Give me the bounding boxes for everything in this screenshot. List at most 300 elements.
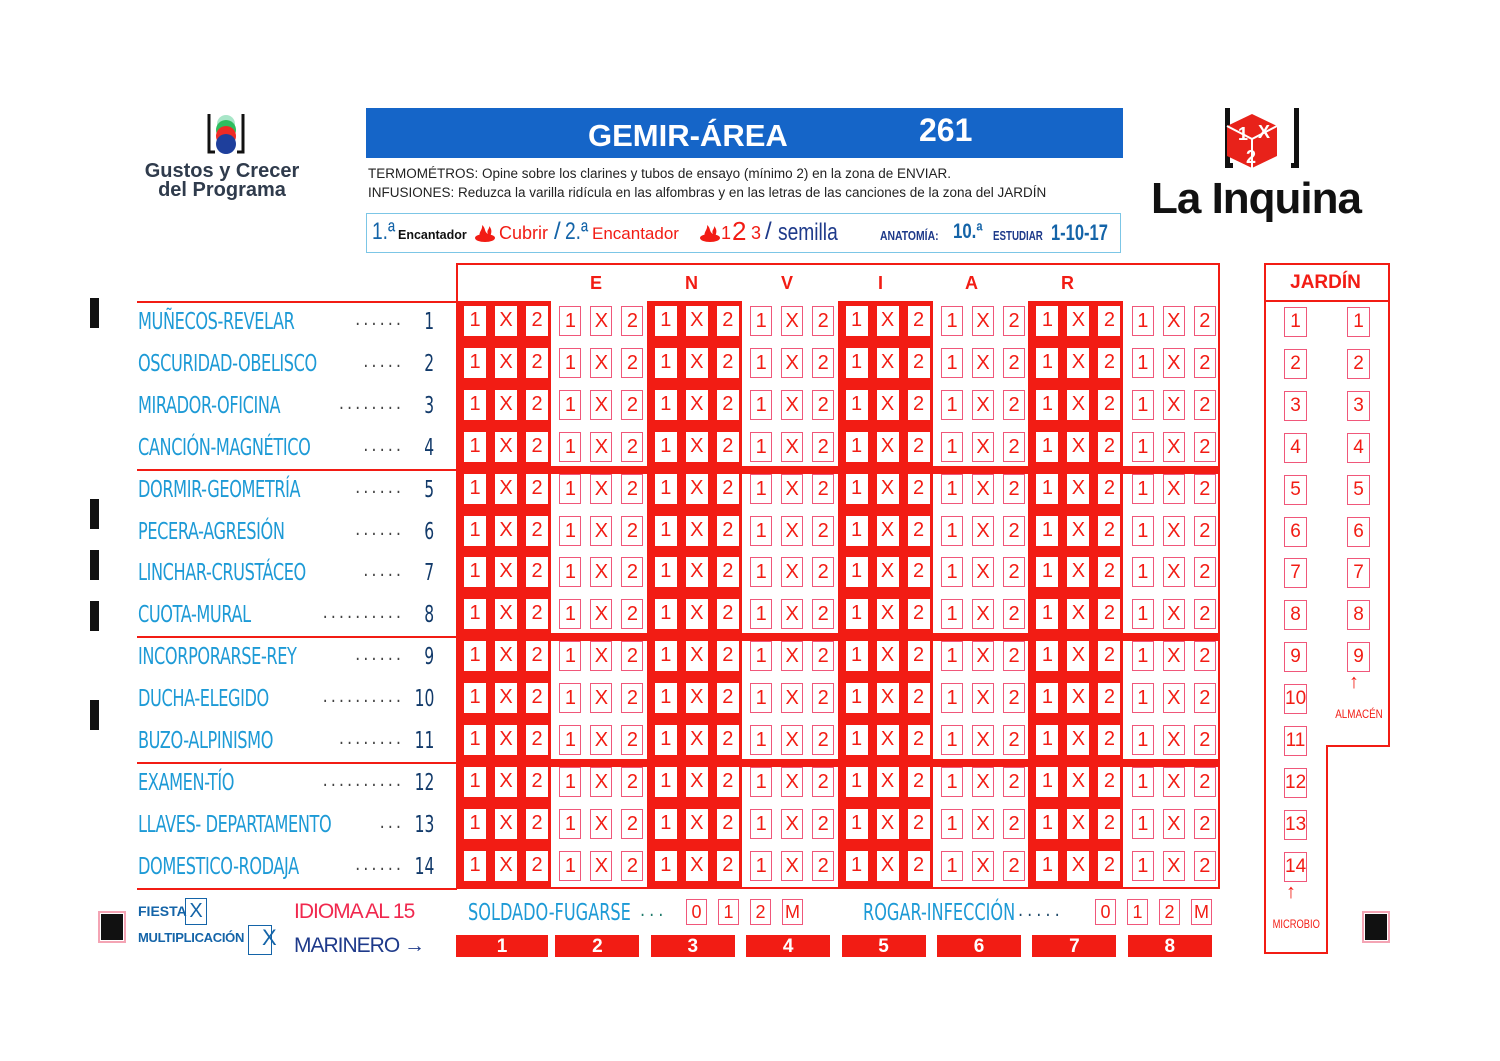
bet-cell-x[interactable]: X	[686, 390, 708, 420]
bet-cell-1[interactable]: 1	[1036, 306, 1058, 336]
bet-cell-x[interactable]: X	[1067, 767, 1089, 797]
bet-cell-1[interactable]: 1	[750, 641, 772, 671]
jardin-home-cell[interactable]: 5	[1284, 475, 1307, 505]
bet-cell-2[interactable]: 2	[1003, 432, 1025, 462]
bet-cell-2[interactable]: 2	[812, 432, 834, 462]
bet-cell-1[interactable]: 1	[559, 557, 581, 587]
bet-cell-1[interactable]: 1	[1036, 390, 1058, 420]
bet-cell-1[interactable]: 1	[846, 557, 868, 587]
bet-cell-x[interactable]: X	[781, 809, 803, 839]
bet-cell-2[interactable]: 2	[526, 390, 548, 420]
bet-cell-x[interactable]: X	[1163, 348, 1185, 378]
jardin-away-cell[interactable]: 1	[1347, 307, 1370, 337]
bet-cell-x[interactable]: X	[495, 306, 517, 336]
bet-cell-1[interactable]: 1	[464, 390, 486, 420]
bet-cell-2[interactable]: 2	[908, 432, 930, 462]
bet-cell-1[interactable]: 1	[1036, 809, 1058, 839]
bet-cell-2[interactable]: 2	[717, 306, 739, 336]
sub-match-2-score-cell[interactable]: M	[1191, 899, 1212, 925]
bet-cell-2[interactable]: 2	[1003, 767, 1025, 797]
bet-cell-2[interactable]: 2	[1003, 683, 1025, 713]
bet-cell-1[interactable]: 1	[1132, 557, 1154, 587]
bet-cell-2[interactable]: 2	[621, 599, 643, 629]
bet-cell-x[interactable]: X	[877, 557, 899, 587]
bet-cell-2[interactable]: 2	[621, 306, 643, 336]
bet-cell-1[interactable]: 1	[846, 599, 868, 629]
bet-cell-x[interactable]: X	[781, 348, 803, 378]
bet-cell-1[interactable]: 1	[941, 725, 963, 755]
bet-cell-2[interactable]: 2	[621, 683, 643, 713]
bet-cell-1[interactable]: 1	[1036, 599, 1058, 629]
jardin-away-cell[interactable]: 6	[1347, 517, 1370, 547]
bet-cell-1[interactable]: 1	[464, 683, 486, 713]
bet-cell-2[interactable]: 2	[526, 348, 548, 378]
bet-cell-1[interactable]: 1	[1036, 851, 1058, 881]
bet-cell-x[interactable]: X	[590, 516, 612, 546]
bet-cell-1[interactable]: 1	[846, 725, 868, 755]
bet-cell-1[interactable]: 1	[846, 851, 868, 881]
bet-cell-2[interactable]: 2	[621, 432, 643, 462]
jardin-home-cell[interactable]: 9	[1284, 642, 1307, 672]
bet-cell-1[interactable]: 1	[750, 390, 772, 420]
bet-cell-2[interactable]: 2	[526, 599, 548, 629]
bet-cell-2[interactable]: 2	[621, 767, 643, 797]
jardin-home-cell[interactable]: 4	[1284, 433, 1307, 463]
bet-cell-2[interactable]: 2	[526, 851, 548, 881]
bet-cell-x[interactable]: X	[1163, 474, 1185, 504]
bet-cell-2[interactable]: 2	[621, 348, 643, 378]
bet-cell-x[interactable]: X	[590, 432, 612, 462]
bet-cell-x[interactable]: X	[1067, 809, 1089, 839]
bet-cell-x[interactable]: X	[1067, 390, 1089, 420]
bet-cell-1[interactable]: 1	[750, 683, 772, 713]
bet-cell-2[interactable]: 2	[1194, 474, 1216, 504]
bet-cell-x[interactable]: X	[877, 599, 899, 629]
bet-cell-1[interactable]: 1	[655, 474, 677, 504]
bet-cell-2[interactable]: 2	[1098, 557, 1120, 587]
bet-cell-2[interactable]: 2	[621, 557, 643, 587]
bet-cell-1[interactable]: 1	[846, 474, 868, 504]
bet-cell-2[interactable]: 2	[526, 516, 548, 546]
bet-cell-x[interactable]: X	[877, 725, 899, 755]
jardin-home-cell[interactable]: 13	[1284, 810, 1307, 840]
bet-cell-2[interactable]: 2	[1003, 557, 1025, 587]
bet-cell-2[interactable]: 2	[1098, 809, 1120, 839]
bet-cell-2[interactable]: 2	[526, 725, 548, 755]
bet-cell-x[interactable]: X	[495, 557, 517, 587]
jardin-home-cell[interactable]: 10	[1284, 684, 1307, 714]
bet-cell-x[interactable]: X	[877, 851, 899, 881]
bet-cell-1[interactable]: 1	[846, 641, 868, 671]
bet-cell-2[interactable]: 2	[908, 306, 930, 336]
jardin-home-cell[interactable]: 2	[1284, 349, 1307, 379]
bet-cell-2[interactable]: 2	[717, 809, 739, 839]
bet-cell-1[interactable]: 1	[750, 851, 772, 881]
bet-cell-x[interactable]: X	[686, 641, 708, 671]
bet-cell-1[interactable]: 1	[941, 557, 963, 587]
bet-cell-x[interactable]: X	[1163, 306, 1185, 336]
bet-cell-1[interactable]: 1	[1132, 809, 1154, 839]
bet-cell-1[interactable]: 1	[559, 432, 581, 462]
bet-cell-1[interactable]: 1	[1132, 851, 1154, 881]
bet-cell-2[interactable]: 2	[1098, 516, 1120, 546]
bet-cell-2[interactable]: 2	[1194, 599, 1216, 629]
jardin-home-cell[interactable]: 7	[1284, 558, 1307, 588]
bet-cell-x[interactable]: X	[972, 641, 994, 671]
bet-cell-2[interactable]: 2	[526, 809, 548, 839]
bet-cell-1[interactable]: 1	[750, 516, 772, 546]
bet-cell-1[interactable]: 1	[941, 474, 963, 504]
bet-cell-2[interactable]: 2	[621, 390, 643, 420]
bet-cell-1[interactable]: 1	[750, 306, 772, 336]
bet-cell-x[interactable]: X	[781, 641, 803, 671]
bet-cell-1[interactable]: 1	[1036, 767, 1058, 797]
bet-cell-x[interactable]: X	[1067, 516, 1089, 546]
bet-cell-1[interactable]: 1	[559, 641, 581, 671]
bet-cell-2[interactable]: 2	[717, 348, 739, 378]
bet-cell-x[interactable]: X	[1163, 767, 1185, 797]
bet-cell-1[interactable]: 1	[559, 516, 581, 546]
bet-cell-x[interactable]: X	[972, 474, 994, 504]
bet-cell-x[interactable]: X	[877, 641, 899, 671]
bet-cell-2[interactable]: 2	[526, 306, 548, 336]
bet-cell-x[interactable]: X	[781, 683, 803, 713]
bet-cell-1[interactable]: 1	[655, 432, 677, 462]
bet-cell-2[interactable]: 2	[1098, 390, 1120, 420]
jardin-home-cell[interactable]: 11	[1284, 726, 1307, 756]
bet-cell-2[interactable]: 2	[717, 516, 739, 546]
bet-cell-2[interactable]: 2	[908, 348, 930, 378]
bet-cell-1[interactable]: 1	[846, 809, 868, 839]
bet-cell-1[interactable]: 1	[941, 432, 963, 462]
bet-cell-2[interactable]: 2	[717, 474, 739, 504]
bet-cell-1[interactable]: 1	[1036, 641, 1058, 671]
bet-cell-1[interactable]: 1	[846, 683, 868, 713]
bet-cell-2[interactable]: 2	[1003, 725, 1025, 755]
jardin-away-cell[interactable]: 5	[1347, 475, 1370, 505]
bet-cell-1[interactable]: 1	[1132, 599, 1154, 629]
bet-cell-1[interactable]: 1	[655, 390, 677, 420]
bet-cell-2[interactable]: 2	[1194, 683, 1216, 713]
bet-cell-2[interactable]: 2	[717, 641, 739, 671]
bet-cell-x[interactable]: X	[495, 725, 517, 755]
bet-cell-1[interactable]: 1	[941, 599, 963, 629]
bet-cell-1[interactable]: 1	[655, 683, 677, 713]
bet-cell-1[interactable]: 1	[559, 474, 581, 504]
bet-cell-x[interactable]: X	[781, 390, 803, 420]
bet-cell-1[interactable]: 1	[559, 390, 581, 420]
jardin-home-cell[interactable]: 6	[1284, 517, 1307, 547]
sub-match-1-score-cell[interactable]: 1	[718, 899, 739, 925]
bet-cell-1[interactable]: 1	[846, 432, 868, 462]
bet-cell-1[interactable]: 1	[941, 390, 963, 420]
bet-cell-1[interactable]: 1	[655, 851, 677, 881]
bet-cell-x[interactable]: X	[781, 599, 803, 629]
bet-cell-1[interactable]: 1	[464, 557, 486, 587]
bet-cell-1[interactable]: 1	[846, 306, 868, 336]
bet-cell-1[interactable]: 1	[655, 516, 677, 546]
bet-cell-1[interactable]: 1	[1036, 474, 1058, 504]
bet-cell-2[interactable]: 2	[1194, 641, 1216, 671]
bet-cell-1[interactable]: 1	[655, 767, 677, 797]
bet-cell-2[interactable]: 2	[812, 390, 834, 420]
bet-cell-2[interactable]: 2	[1098, 474, 1120, 504]
bet-cell-x[interactable]: X	[1163, 725, 1185, 755]
bet-cell-x[interactable]: X	[1163, 851, 1185, 881]
bet-cell-x[interactable]: X	[972, 306, 994, 336]
bet-cell-x[interactable]: X	[495, 809, 517, 839]
bet-cell-1[interactable]: 1	[1132, 432, 1154, 462]
bet-cell-x[interactable]: X	[1163, 599, 1185, 629]
bet-cell-2[interactable]: 2	[1003, 641, 1025, 671]
bet-cell-2[interactable]: 2	[621, 641, 643, 671]
bet-cell-x[interactable]: X	[972, 683, 994, 713]
jardin-home-cell[interactable]: 12	[1284, 768, 1307, 798]
bet-cell-x[interactable]: X	[1163, 390, 1185, 420]
bet-cell-x[interactable]: X	[972, 432, 994, 462]
fiesta-checkbox[interactable]: X	[185, 898, 207, 925]
bet-cell-x[interactable]: X	[590, 809, 612, 839]
bet-cell-2[interactable]: 2	[1194, 851, 1216, 881]
bet-cell-2[interactable]: 2	[621, 474, 643, 504]
bet-cell-2[interactable]: 2	[812, 725, 834, 755]
bet-cell-2[interactable]: 2	[1194, 809, 1216, 839]
bet-cell-x[interactable]: X	[495, 348, 517, 378]
bet-cell-2[interactable]: 2	[717, 432, 739, 462]
bet-cell-1[interactable]: 1	[464, 432, 486, 462]
bet-cell-1[interactable]: 1	[559, 599, 581, 629]
bet-cell-x[interactable]: X	[877, 809, 899, 839]
bet-cell-1[interactable]: 1	[655, 641, 677, 671]
bet-cell-x[interactable]: X	[877, 390, 899, 420]
bet-cell-1[interactable]: 1	[464, 767, 486, 797]
bet-cell-1[interactable]: 1	[559, 725, 581, 755]
jardin-away-cell[interactable]: 7	[1347, 558, 1370, 588]
bet-cell-1[interactable]: 1	[464, 599, 486, 629]
bet-cell-2[interactable]: 2	[1194, 390, 1216, 420]
bet-cell-1[interactable]: 1	[941, 767, 963, 797]
bet-cell-1[interactable]: 1	[750, 809, 772, 839]
sub-match-1-score-cell[interactable]: 0	[686, 899, 707, 925]
bet-cell-2[interactable]: 2	[1194, 348, 1216, 378]
bet-cell-x[interactable]: X	[686, 599, 708, 629]
bet-cell-x[interactable]: X	[1067, 599, 1089, 629]
bet-cell-x[interactable]: X	[495, 599, 517, 629]
bet-cell-2[interactable]: 2	[1194, 516, 1216, 546]
bet-cell-2[interactable]: 2	[1194, 306, 1216, 336]
bet-cell-1[interactable]: 1	[1132, 767, 1154, 797]
bet-cell-1[interactable]: 1	[464, 851, 486, 881]
bet-cell-x[interactable]: X	[590, 725, 612, 755]
bet-cell-2[interactable]: 2	[1098, 683, 1120, 713]
bet-cell-x[interactable]: X	[686, 809, 708, 839]
bet-cell-x[interactable]: X	[781, 725, 803, 755]
bet-cell-x[interactable]: X	[972, 516, 994, 546]
bet-cell-1[interactable]: 1	[941, 306, 963, 336]
jardin-away-cell[interactable]: 8	[1347, 600, 1370, 630]
bet-cell-2[interactable]: 2	[908, 390, 930, 420]
bet-cell-2[interactable]: 2	[908, 725, 930, 755]
jardin-home-cell[interactable]: 3	[1284, 391, 1307, 421]
bet-cell-2[interactable]: 2	[1003, 851, 1025, 881]
bet-cell-1[interactable]: 1	[1036, 516, 1058, 546]
bet-cell-x[interactable]: X	[877, 474, 899, 504]
bet-cell-x[interactable]: X	[781, 432, 803, 462]
bet-cell-2[interactable]: 2	[526, 432, 548, 462]
bet-cell-x[interactable]: X	[590, 599, 612, 629]
sub-match-1-score-cell[interactable]: M	[782, 899, 803, 925]
bet-cell-2[interactable]: 2	[1098, 725, 1120, 755]
bet-cell-1[interactable]: 1	[750, 725, 772, 755]
bet-cell-1[interactable]: 1	[1132, 474, 1154, 504]
bet-cell-1[interactable]: 1	[1132, 516, 1154, 546]
bet-cell-x[interactable]: X	[590, 390, 612, 420]
bet-cell-1[interactable]: 1	[1132, 641, 1154, 671]
bet-cell-x[interactable]: X	[972, 557, 994, 587]
bet-cell-1[interactable]: 1	[559, 683, 581, 713]
bet-cell-2[interactable]: 2	[812, 851, 834, 881]
bet-cell-x[interactable]: X	[1163, 809, 1185, 839]
bet-cell-x[interactable]: X	[972, 767, 994, 797]
bet-cell-2[interactable]: 2	[812, 516, 834, 546]
bet-cell-2[interactable]: 2	[812, 557, 834, 587]
bet-cell-1[interactable]: 1	[655, 725, 677, 755]
bet-cell-2[interactable]: 2	[812, 348, 834, 378]
bet-cell-2[interactable]: 2	[717, 599, 739, 629]
bet-cell-1[interactable]: 1	[1132, 683, 1154, 713]
bet-cell-x[interactable]: X	[495, 516, 517, 546]
bet-cell-1[interactable]: 1	[655, 348, 677, 378]
bet-cell-2[interactable]: 2	[908, 809, 930, 839]
bet-cell-2[interactable]: 2	[1098, 851, 1120, 881]
bet-cell-x[interactable]: X	[781, 851, 803, 881]
bet-cell-1[interactable]: 1	[655, 809, 677, 839]
bet-cell-2[interactable]: 2	[1003, 599, 1025, 629]
bet-cell-x[interactable]: X	[972, 725, 994, 755]
bet-cell-x[interactable]: X	[877, 516, 899, 546]
bet-cell-x[interactable]: X	[877, 348, 899, 378]
bet-cell-x[interactable]: X	[1163, 432, 1185, 462]
bet-cell-2[interactable]: 2	[1194, 557, 1216, 587]
bet-cell-x[interactable]: X	[1067, 557, 1089, 587]
bet-cell-1[interactable]: 1	[846, 516, 868, 546]
bet-cell-1[interactable]: 1	[846, 390, 868, 420]
bet-cell-x[interactable]: X	[495, 641, 517, 671]
bet-cell-1[interactable]: 1	[750, 348, 772, 378]
bet-cell-2[interactable]: 2	[1003, 306, 1025, 336]
bet-cell-2[interactable]: 2	[1098, 432, 1120, 462]
bet-cell-2[interactable]: 2	[908, 599, 930, 629]
jardin-away-cell[interactable]: 9	[1347, 642, 1370, 672]
bet-cell-x[interactable]: X	[495, 767, 517, 797]
bet-cell-1[interactable]: 1	[750, 599, 772, 629]
bet-cell-x[interactable]: X	[972, 390, 994, 420]
bet-cell-2[interactable]: 2	[1003, 348, 1025, 378]
bet-cell-2[interactable]: 2	[526, 767, 548, 797]
bet-cell-x[interactable]: X	[1067, 725, 1089, 755]
bet-cell-x[interactable]: X	[781, 474, 803, 504]
bet-cell-x[interactable]: X	[1067, 851, 1089, 881]
sub-match-1-score-cell[interactable]: 2	[750, 899, 771, 925]
bet-cell-1[interactable]: 1	[750, 767, 772, 797]
bet-cell-x[interactable]: X	[877, 432, 899, 462]
bet-cell-2[interactable]: 2	[526, 641, 548, 671]
bet-cell-1[interactable]: 1	[1132, 306, 1154, 336]
bet-cell-2[interactable]: 2	[908, 851, 930, 881]
bet-cell-2[interactable]: 2	[812, 683, 834, 713]
bet-cell-x[interactable]: X	[495, 851, 517, 881]
bet-cell-1[interactable]: 1	[1132, 348, 1154, 378]
bet-cell-1[interactable]: 1	[750, 432, 772, 462]
bet-cell-x[interactable]: X	[495, 432, 517, 462]
bet-cell-2[interactable]: 2	[908, 516, 930, 546]
bet-cell-x[interactable]: X	[590, 348, 612, 378]
bet-cell-2[interactable]: 2	[812, 809, 834, 839]
bet-cell-x[interactable]: X	[686, 432, 708, 462]
bet-cell-x[interactable]: X	[877, 767, 899, 797]
bet-cell-x[interactable]: X	[1067, 348, 1089, 378]
bet-cell-x[interactable]: X	[686, 306, 708, 336]
bet-cell-x[interactable]: X	[495, 390, 517, 420]
bet-cell-1[interactable]: 1	[464, 725, 486, 755]
bet-cell-2[interactable]: 2	[1003, 474, 1025, 504]
bet-cell-1[interactable]: 1	[1036, 557, 1058, 587]
bet-cell-x[interactable]: X	[781, 557, 803, 587]
bet-cell-x[interactable]: X	[590, 557, 612, 587]
bet-cell-2[interactable]: 2	[526, 683, 548, 713]
bet-cell-x[interactable]: X	[1163, 557, 1185, 587]
bet-cell-x[interactable]: X	[495, 474, 517, 504]
bet-cell-1[interactable]: 1	[941, 851, 963, 881]
bet-cell-2[interactable]: 2	[812, 306, 834, 336]
bet-cell-1[interactable]: 1	[464, 516, 486, 546]
jardin-away-cell[interactable]: 4	[1347, 433, 1370, 463]
bet-cell-x[interactable]: X	[781, 516, 803, 546]
bet-cell-x[interactable]: X	[495, 683, 517, 713]
bet-cell-1[interactable]: 1	[559, 306, 581, 336]
bet-cell-2[interactable]: 2	[1194, 432, 1216, 462]
bet-cell-2[interactable]: 2	[717, 390, 739, 420]
bet-cell-1[interactable]: 1	[559, 809, 581, 839]
bet-cell-1[interactable]: 1	[559, 851, 581, 881]
bet-cell-2[interactable]: 2	[526, 557, 548, 587]
bet-cell-2[interactable]: 2	[908, 557, 930, 587]
bet-cell-1[interactable]: 1	[941, 348, 963, 378]
bet-cell-1[interactable]: 1	[655, 306, 677, 336]
bet-cell-2[interactable]: 2	[1003, 390, 1025, 420]
bet-cell-1[interactable]: 1	[1036, 432, 1058, 462]
bet-cell-2[interactable]: 2	[1098, 599, 1120, 629]
bet-cell-x[interactable]: X	[686, 851, 708, 881]
bet-cell-1[interactable]: 1	[464, 474, 486, 504]
bet-cell-1[interactable]: 1	[464, 306, 486, 336]
bet-cell-x[interactable]: X	[686, 725, 708, 755]
bet-cell-2[interactable]: 2	[1194, 725, 1216, 755]
sub-match-2-score-cell[interactable]: 2	[1159, 899, 1180, 925]
bet-cell-2[interactable]: 2	[812, 767, 834, 797]
bet-cell-1[interactable]: 1	[846, 348, 868, 378]
bet-cell-1[interactable]: 1	[1036, 725, 1058, 755]
bet-cell-2[interactable]: 2	[717, 767, 739, 797]
bet-cell-2[interactable]: 2	[717, 683, 739, 713]
bet-cell-x[interactable]: X	[972, 599, 994, 629]
bet-cell-1[interactable]: 1	[1132, 390, 1154, 420]
bet-cell-1[interactable]: 1	[941, 683, 963, 713]
bet-cell-2[interactable]: 2	[1003, 809, 1025, 839]
sub-match-2-score-cell[interactable]: 1	[1127, 899, 1148, 925]
bet-cell-2[interactable]: 2	[812, 474, 834, 504]
bet-cell-1[interactable]: 1	[1132, 725, 1154, 755]
